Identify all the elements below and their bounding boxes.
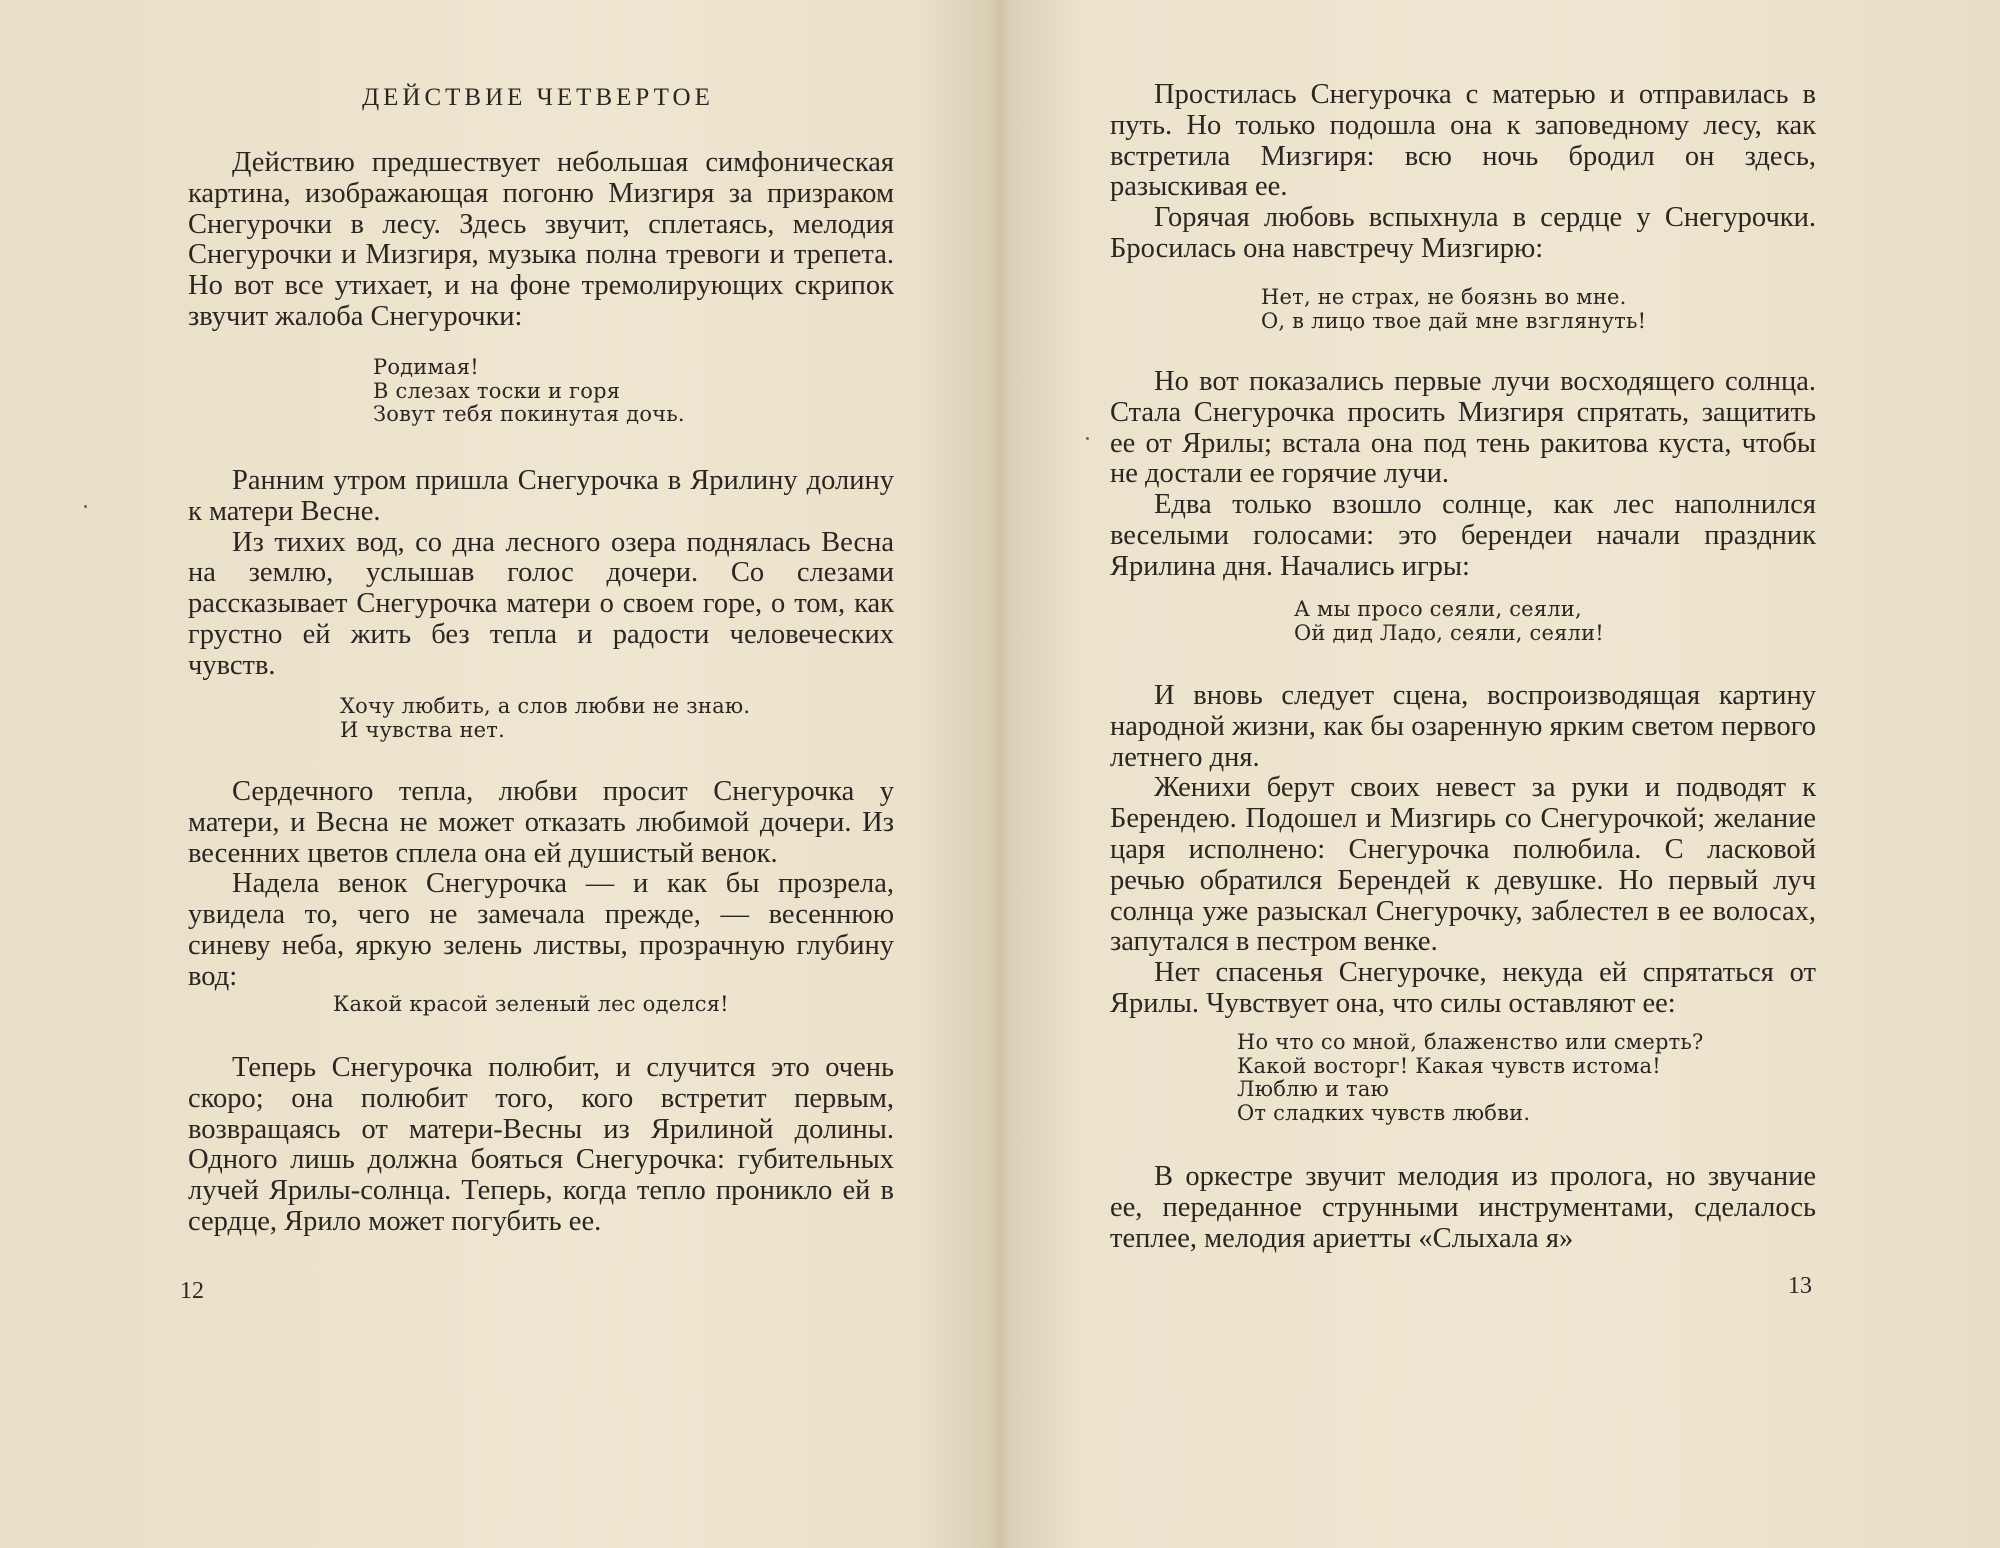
paragraph: Но вот показались первые лучи восходящего солнца. Стала Снегурочка просить Мизгиря спрятать, защитить ее от Ярилы; встала она под тень ракитова куста, чтобы не достали ее горячие лучи. [1110, 366, 1816, 490]
paragraph: Ранним утром пришла Снегурочка в Ярилину долину к матери Весне. [188, 465, 894, 527]
left-verse-1 [373, 356, 685, 427]
paragraph: Действию предшествует небольшая симфоническая картина, изображающая погоню Мизгиря за призраком Снегурочки в лесу. Здесь звучит, сплетаясь, мелодия Снегурочки и Мизгиря, музыка полна тревоги и трепета. Но вот все утихает, и на фоне тремолирующих скрипок звучит жалоба Снегурочки: [188, 147, 894, 332]
left-text-block-4 [188, 1053, 894, 1238]
verse-line: Нет, не страх, не боязнь во мне. [1261, 285, 1627, 309]
page-number: 12 [180, 1278, 204, 1304]
right-text-block-1 [1110, 80, 1816, 265]
verse-line: Ой дид Ладо, сеяли, сеяли! [1294, 620, 1604, 645]
right-verse-3 [1237, 1031, 1704, 1125]
paragraph: Нет спасенья Снегурочке, некуда ей спрятаться от Ярилы. Чувствует она, что силы оставляют ее: [1110, 957, 1816, 1019]
verse-line: А мы просо сеяли, сеяли, [1294, 597, 1582, 621]
verse-line: Но что со мной, блаженство или смерть? [1237, 1030, 1704, 1054]
paragraph: Надела венок Снегурочка — и как бы прозрела, увидела то, чего не замечала прежде, — весеннюю синеву неба, яркую зелень листвы, прозрачную глубину вод: [188, 868, 894, 992]
paper-speck [84, 505, 87, 508]
paragraph: Сердечного тепла, любви просит Снегурочка у матери, и Весна не может отказать любимой дочери. Из весенних цветов сплела она ей душистый венок. [188, 776, 894, 869]
verse-line: О, в лицо твое дай мне взглянуть! [1261, 308, 1647, 333]
paragraph: Из тихих вод, со дна лесного озера поднялась Весна на землю, услышав голос дочери. Со слезами рассказывает Снегурочка матери о своем горе, о том, как грустно ей жить без тепла и радости человеческих чувств. [188, 526, 894, 681]
verse-line: В слезах тоски и горя [373, 378, 621, 403]
left-verse-3 [333, 993, 729, 1017]
verse-line: Зовут тебя покинутая дочь. [373, 402, 685, 426]
verse-line: Какой красой зеленый лес оделся! [333, 992, 729, 1016]
paragraph: Горячая любовь вспыхнула в сердце у Снегурочки. Бросилась она навстречу Мизгирю: [1110, 202, 1816, 264]
right-verse-2 [1294, 598, 1604, 645]
page-number: 13 [1788, 1273, 1812, 1299]
right-text-block-3 [1110, 681, 1816, 1020]
paragraph: Простилась Снегурочка с матерью и отправилась в путь. Но только подошла она к заповедному лесу, как встретила Мизгиря: всю ночь бродил он здесь, разыскивая ее. [1110, 79, 1816, 203]
act-heading: ДЕЙСТВИЕ ЧЕТВЕРТОЕ [362, 84, 714, 111]
paper-speck [1086, 437, 1089, 440]
right-verse-1 [1261, 286, 1646, 333]
left-verse-2 [340, 695, 750, 742]
right-text-block-4 [1110, 1162, 1816, 1254]
verse-line: Хочу любить, а слов любви не знаю. [340, 694, 751, 718]
right-page [1000, 0, 2000, 1548]
verse-line: Какой восторг! Какая чувств истома! [1237, 1053, 1661, 1078]
paragraph: И вновь следует сцена, воспроизводящая картину народной жизни, как бы озаренную ярким светом первого летнего дня. [1110, 680, 1816, 773]
left-text-block-1 [188, 148, 894, 333]
verse-line: И чувства нет. [340, 717, 505, 742]
left-text-block-2 [188, 466, 894, 682]
paragraph: Женихи берут своих невест за руки и подводят к Берендею. Подошел и Мизгирь со Снегурочкой; желание царя исполнено: Снегурочка полюбила. С ласковой речью обратился Берендей к девушке. Но первый луч солнца уже разыскал Снегурочку, заблестел в ее волосах, запутался в пестром венке. [1110, 772, 1816, 958]
verse-line: От сладких чувств любви. [1237, 1100, 1531, 1125]
verse-line: Родимая! [373, 355, 479, 379]
paragraph: Теперь Снегурочка полюбит, и случится это очень скоро; она полюбит того, кого встретит первым, возвращаясь от матери-Весны из Ярилиной долины. Одного лишь должна бояться Снегурочка: губительных лучей Ярилы-солнца. Теперь, когда тепло проникло ей в сердце, Ярило может погубить ее. [188, 1052, 894, 1237]
verse-line: Люблю и таю [1237, 1077, 1390, 1101]
paragraph: Едва только взошло солнце, как лес наполнился веселыми голосами: это берендеи начали праздник Ярилина дня. Начались игры: [1110, 489, 1816, 582]
right-text-block-2 [1110, 367, 1816, 583]
left-text-block-3 [188, 777, 894, 993]
paragraph: В оркестре звучит мелодия из пролога, но звучание ее, переданное струнными инструментами, сделалось теплее, мелодия ариетты «Слыхала я» [1110, 1161, 1816, 1254]
